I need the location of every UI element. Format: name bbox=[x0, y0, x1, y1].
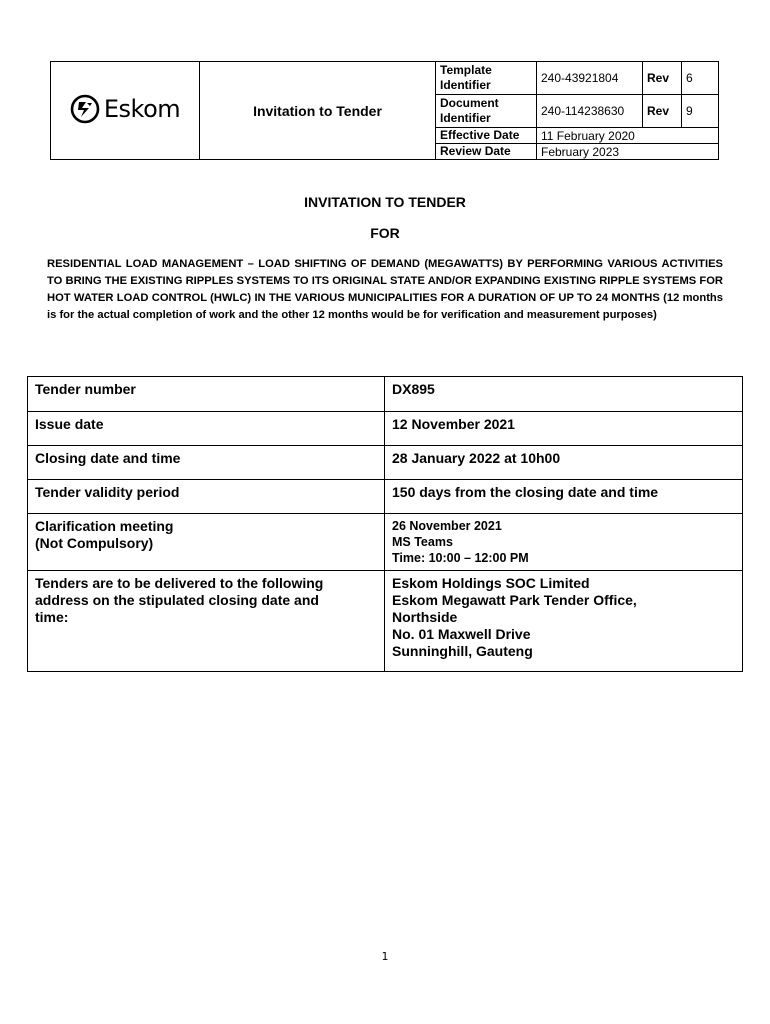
table-row bbox=[28, 480, 743, 514]
table-row bbox=[28, 571, 743, 672]
document-rev-label: Rev bbox=[643, 95, 682, 128]
clarification-meeting-value: 26 November 2021 MS Teams Time: 10:00 – 12:00 PM bbox=[385, 514, 743, 571]
page-number: 1 bbox=[381, 950, 389, 963]
delivery-address-value: Eskom Holdings SOC Limited Eskom Megawatt Park Tender Office, Northside No. 01 Maxwell Drive Sunninghill, Gauteng bbox=[385, 571, 743, 672]
effective-date-value: 11 February 2020 bbox=[537, 128, 719, 144]
document-title: Invitation to Tender bbox=[200, 62, 436, 160]
review-date-value: February 2023 bbox=[537, 144, 719, 160]
tender-number-value: DX895 bbox=[385, 377, 743, 412]
closing-date-value: 28 January 2022 at 10h00 bbox=[385, 446, 743, 480]
table-row bbox=[28, 446, 743, 480]
tender-number-label: Tender number bbox=[28, 377, 385, 412]
closing-date-label: Closing date and time bbox=[28, 446, 385, 480]
effective-date-label: Effective Date bbox=[436, 128, 537, 144]
document-identifier-value: 240-114238630 bbox=[537, 95, 643, 128]
for-heading: FOR bbox=[370, 225, 400, 241]
delivery-address-label: Tenders are to be delivered to the following address on the stipulated closing date and time: bbox=[28, 571, 385, 672]
table-row bbox=[28, 412, 743, 446]
eskom-emblem-icon bbox=[70, 94, 100, 124]
eskom-logo bbox=[70, 94, 180, 124]
issue-date-label: Issue date bbox=[28, 412, 385, 446]
template-rev-label: Rev bbox=[643, 62, 682, 95]
template-identifier-value: 240-43921804 bbox=[537, 62, 643, 95]
table-row bbox=[28, 514, 743, 571]
template-identifier-label: Template Identifier bbox=[436, 62, 537, 95]
review-date-label: Review Date bbox=[436, 144, 537, 160]
validity-period-label: Tender validity period bbox=[28, 480, 385, 514]
clarification-meeting-label: Clarification meeting (Not Compulsory) bbox=[28, 514, 385, 571]
logo-cell bbox=[51, 62, 200, 160]
table-row bbox=[28, 377, 743, 412]
main-heading: INVITATION TO TENDER bbox=[304, 194, 466, 210]
issue-date-value: 12 November 2021 bbox=[385, 412, 743, 446]
document-identifier-label: Document Identifier bbox=[436, 95, 537, 128]
validity-period-value: 150 days from the closing date and time bbox=[385, 480, 743, 514]
document-rev-value: 9 bbox=[682, 95, 719, 128]
tender-description: RESIDENTIAL LOAD MANAGEMENT – LOAD SHIFTING OF DEMAND (MEGAWATTS) BY PERFORMING VARIOUS ACTIVITIES TO BRING THE EXISTING RIPPLES SYSTEMS TO ITS ORIGINAL STATE AND/OR EXPANDING EXISTING RIPPLE SYSTEMS FOR HOT WATER LOAD CONTROL (HWLC) IN THE VARIOUS MUNICIPALITIES FOR A DURATION OF UP TO 24 MONTHS (12 months is for the actual completion of work and the other 12 months would be for verification and measurement purposes) bbox=[47, 258, 723, 321]
tender-details-table bbox=[27, 376, 743, 672]
document-header-table bbox=[50, 61, 719, 160]
logo-wordmark: Eskom bbox=[103, 95, 181, 123]
template-rev-value: 6 bbox=[682, 62, 719, 95]
